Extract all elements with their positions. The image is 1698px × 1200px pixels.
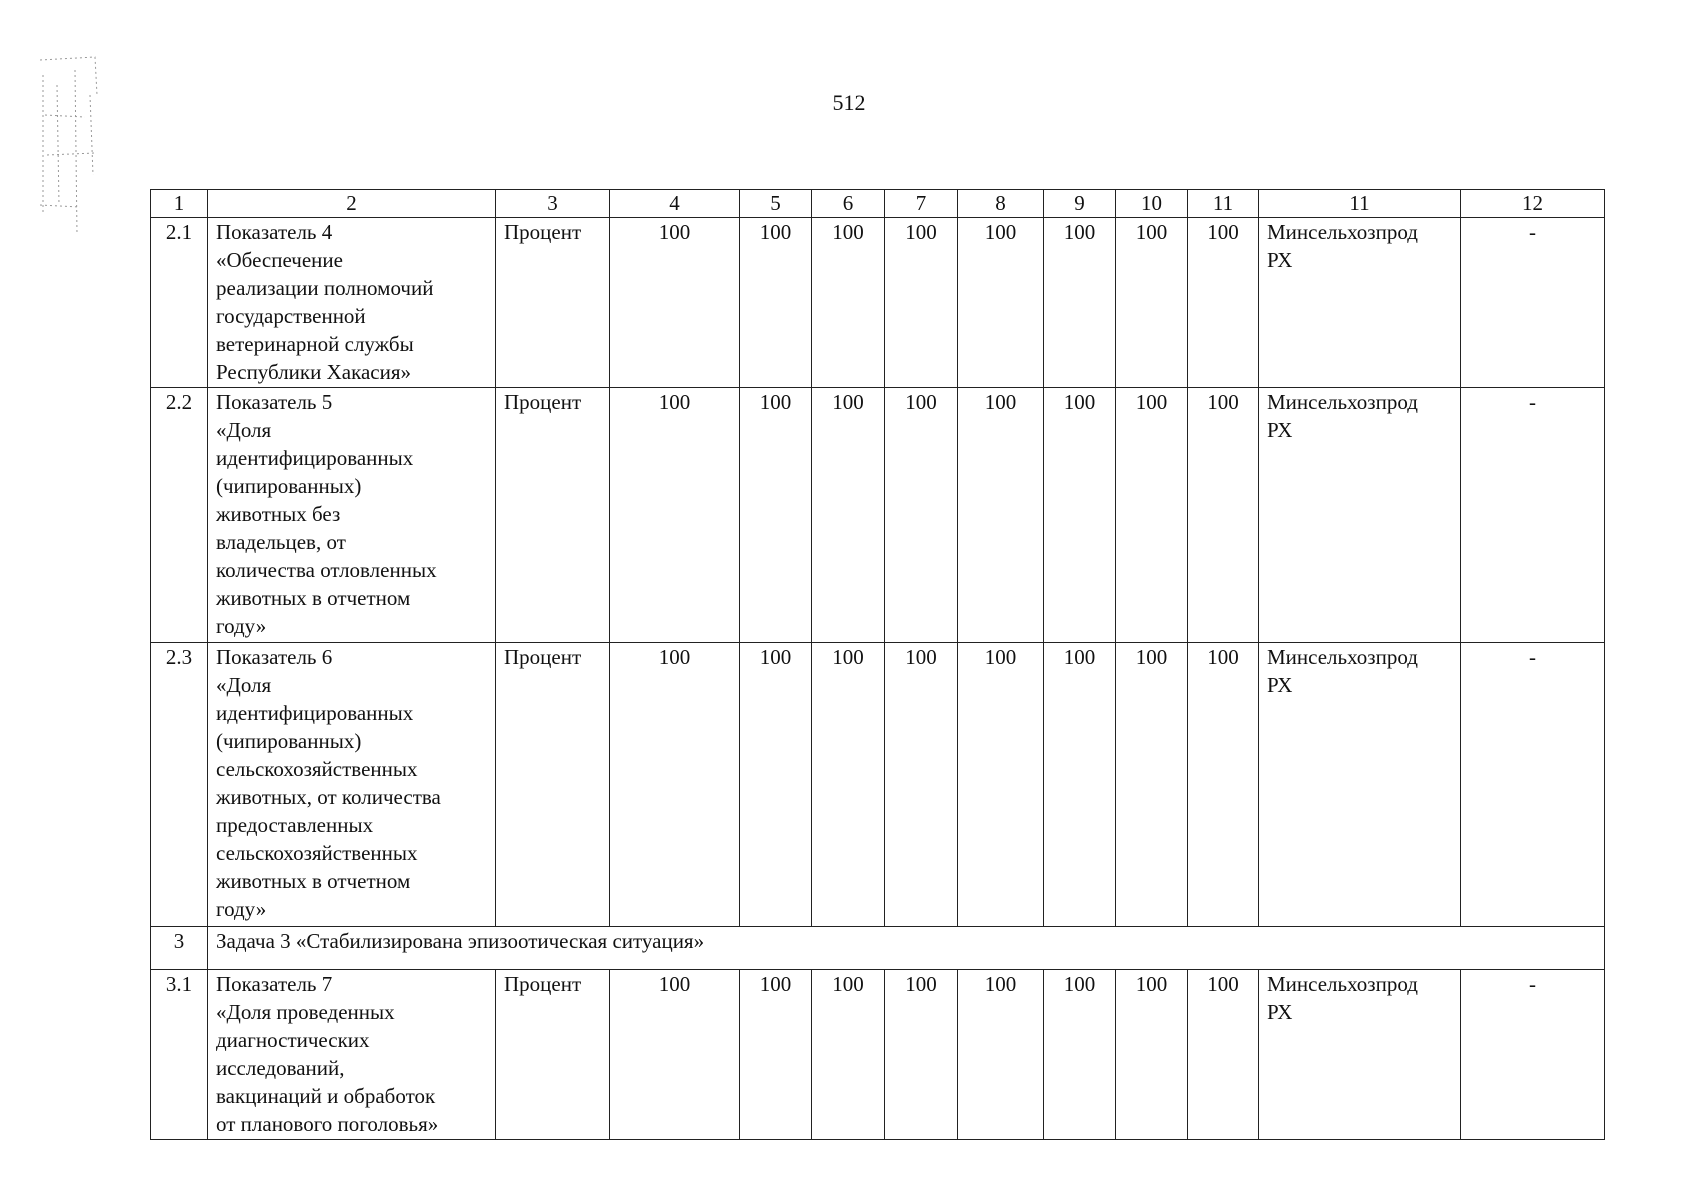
task-title: Задача 3 «Стабилизирована эпизоотическая ситуация»: [208, 927, 1605, 970]
column-number-header: 4: [610, 190, 740, 218]
indicator-name-line: животных, от количества: [216, 785, 441, 809]
indicator-name-line: (чипированных): [216, 729, 362, 753]
row-number: 3.1: [151, 970, 208, 1140]
indicator-name-line: году»: [216, 897, 267, 921]
row-number: 2.2: [151, 388, 208, 643]
responsible-line: Минсельхозпрод: [1267, 972, 1418, 996]
note-cell: -: [1461, 970, 1605, 1140]
indicator-value: 100: [610, 643, 740, 927]
indicator-value: 100: [812, 970, 885, 1140]
indicator-name-line: государственной: [216, 304, 366, 328]
indicator-value: 100: [812, 388, 885, 643]
indicator-value: 100: [610, 970, 740, 1140]
indicator-value: 100: [1188, 388, 1259, 643]
table-row: [151, 388, 1605, 643]
indicator-value: 100: [1116, 218, 1188, 388]
indicator-name-line: Показатель 7: [216, 972, 333, 996]
header-row: [151, 190, 1605, 218]
indicator-value: 100: [740, 643, 812, 927]
indicator-name-line: «Доля проведенных: [216, 1000, 395, 1024]
indicator-value: 100: [1116, 388, 1188, 643]
indicator-name-line: идентифицированных: [216, 446, 414, 470]
indicator-name-line: году»: [216, 614, 267, 638]
responsible-executor: [1259, 388, 1461, 643]
indicator-name-line: ветеринарной службы: [216, 332, 414, 356]
indicator-value: 100: [812, 643, 885, 927]
responsible-line: РХ: [1267, 418, 1293, 442]
page-number: 512: [832, 90, 866, 115]
indicator-name-line: предоставленных: [216, 813, 374, 837]
indicator-value: 100: [740, 388, 812, 643]
column-number-header: 1: [151, 190, 208, 218]
indicator-name-line: животных в отчетном: [216, 869, 411, 893]
indicator-value: 100: [958, 388, 1044, 643]
scan-artifact: [35, 55, 110, 255]
indicator-value: 100: [885, 388, 958, 643]
indicator-value: 100: [812, 218, 885, 388]
responsible-executor: [1259, 970, 1461, 1140]
indicator-name-line: владельцев, от: [216, 530, 346, 554]
indicator-value: 100: [1044, 970, 1116, 1140]
indicator-name-line: сельскохозяйственных: [216, 757, 418, 781]
indicator-value: 100: [610, 218, 740, 388]
indicator-value: 100: [610, 388, 740, 643]
column-number-header: 8: [958, 190, 1044, 218]
indicator-name-line: Показатель 6: [216, 645, 333, 669]
indicator-name: [208, 643, 496, 927]
indicator-value: 100: [885, 970, 958, 1140]
task-number: 3: [151, 927, 208, 970]
row-number: 2.1: [151, 218, 208, 388]
indicator-name: [208, 970, 496, 1140]
indicator-name-line: от планового поголовья»: [216, 1112, 439, 1136]
indicator-name-line: животных без: [216, 502, 341, 526]
indicator-value: 100: [1116, 970, 1188, 1140]
indicator-name-line: Показатель 5: [216, 390, 333, 414]
responsible-line: Минсельхозпрод: [1267, 645, 1418, 669]
indicator-name-line: «Обеспечение: [216, 248, 343, 272]
note-cell: -: [1461, 218, 1605, 388]
indicator-name-line: животных в отчетном: [216, 586, 411, 610]
unit-of-measure: Процент: [496, 388, 610, 643]
indicator-name: [208, 388, 496, 643]
indicator-value: 100: [1044, 218, 1116, 388]
indicator-name-line: Показатель 4: [216, 220, 333, 244]
indicator-value: 100: [740, 970, 812, 1140]
column-number-header: 3: [496, 190, 610, 218]
responsible-executor: [1259, 218, 1461, 388]
indicator-value: 100: [740, 218, 812, 388]
indicator-value: 100: [1044, 643, 1116, 927]
column-number-header: 7: [885, 190, 958, 218]
responsible-executor: [1259, 643, 1461, 927]
unit-of-measure: Процент: [496, 970, 610, 1140]
indicator-value: 100: [958, 643, 1044, 927]
column-number-header: 9: [1044, 190, 1116, 218]
unit-of-measure: Процент: [496, 218, 610, 388]
unit-of-measure: Процент: [496, 643, 610, 927]
column-number-header: 2: [208, 190, 496, 218]
responsible-line: РХ: [1267, 1000, 1293, 1024]
indicator-value: 100: [1044, 388, 1116, 643]
column-number-header: 5: [740, 190, 812, 218]
indicator-name: [208, 218, 496, 388]
indicator-value: 100: [885, 643, 958, 927]
responsible-line: Минсельхозпрод: [1267, 220, 1418, 244]
indicator-name-line: «Доля: [216, 418, 272, 442]
indicator-name-line: количества отловленных: [216, 558, 437, 582]
note-cell: -: [1461, 643, 1605, 927]
indicator-name-line: Республики Хакасия»: [216, 360, 412, 384]
table-row: [151, 643, 1605, 927]
indicator-name-line: (чипированных): [216, 474, 362, 498]
column-number-header: 6: [812, 190, 885, 218]
indicator-value: 100: [885, 218, 958, 388]
indicator-name-line: реализации полномочий: [216, 276, 434, 300]
indicator-value: 100: [1188, 643, 1259, 927]
note-cell: -: [1461, 388, 1605, 643]
indicator-name-line: идентифицированных: [216, 701, 414, 725]
indicator-name-line: «Доля: [216, 673, 272, 697]
column-number-header: 11: [1259, 190, 1461, 218]
indicator-value: 100: [1188, 218, 1259, 388]
indicators-table: [150, 189, 1605, 1140]
row-number: 2.3: [151, 643, 208, 927]
column-number-header: 11: [1188, 190, 1259, 218]
responsible-line: РХ: [1267, 248, 1293, 272]
column-number-header: 10: [1116, 190, 1188, 218]
table-row: [151, 970, 1605, 1140]
indicator-name-line: исследований,: [216, 1056, 345, 1080]
indicator-name-line: диагностических: [216, 1028, 370, 1052]
table-row: [151, 218, 1605, 388]
indicator-name-line: сельскохозяйственных: [216, 841, 418, 865]
indicator-value: 100: [958, 970, 1044, 1140]
responsible-line: РХ: [1267, 673, 1293, 697]
indicator-value: 100: [1188, 970, 1259, 1140]
indicator-value: 100: [958, 218, 1044, 388]
indicator-name-line: вакцинаций и обработок: [216, 1084, 436, 1108]
responsible-line: Минсельхозпрод: [1267, 390, 1418, 414]
indicator-value: 100: [1116, 643, 1188, 927]
task-row: [151, 927, 1605, 970]
column-number-header: 12: [1461, 190, 1605, 218]
